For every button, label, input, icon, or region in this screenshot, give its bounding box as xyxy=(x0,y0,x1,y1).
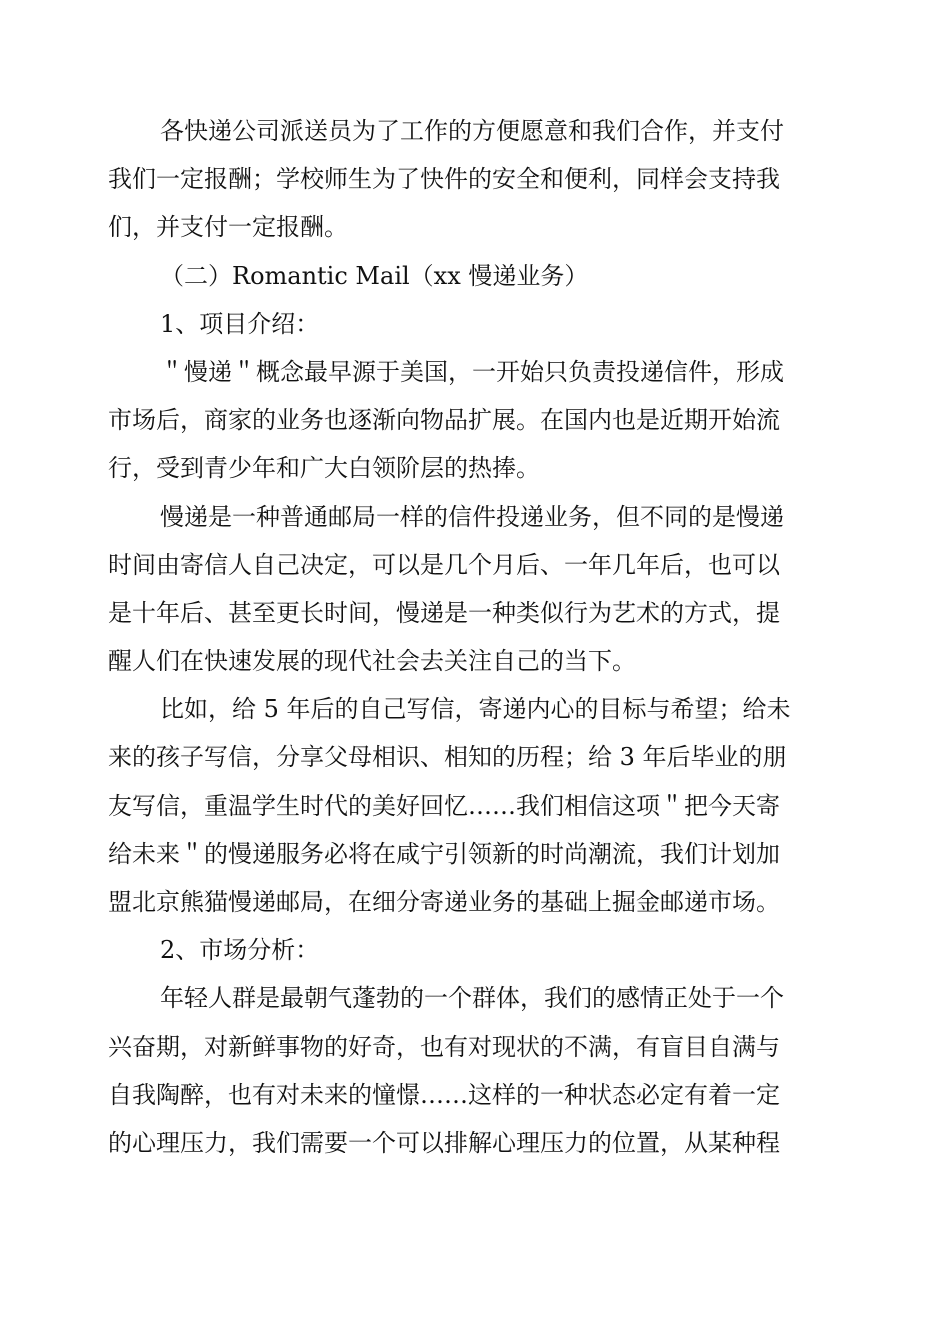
text-line: 慢递是一种普通邮局一样的信件投递业务，但不同的是慢递 xyxy=(160,502,784,531)
paragraph-p2 xyxy=(108,348,822,493)
text-line: 年轻人群是最朝气蓬勃的一个群体，我们的感情正处于一个 xyxy=(160,984,784,1013)
text-line: 醒人们在快速发展的现代社会去关注自己的当下。 xyxy=(108,647,636,676)
text-line: ＂慢递＂概念最早源于美国，一开始只负责投递信件，形成 xyxy=(160,357,784,386)
text-line: 自我陶醉，也有对未来的憧憬……这样的一种状态必定有着一定 xyxy=(108,1080,780,1109)
paragraph-h1 xyxy=(108,252,822,300)
paragraph-p3 xyxy=(108,493,822,686)
text-line: 的心理压力，我们需要一个可以排解心理压力的位置，从某种程 xyxy=(108,1128,780,1157)
text-line: 我们一定报酬；学校师生为了快件的安全和便利，同样会支持我 xyxy=(108,165,780,194)
text-line: 兴奋期，对新鲜事物的好奇，也有对现状的不满，有盲目自满与 xyxy=(108,1032,780,1061)
paragraph-p1 xyxy=(108,107,822,252)
text-line: （二）Romantic Mail（xx 慢递业务） xyxy=(160,261,589,290)
text-line: 盟北京熊猫慢递邮局，在细分寄递业务的基础上掘金邮递市场。 xyxy=(108,888,780,916)
text-line: 是十年后、甚至更长时间，慢递是一种类似行为艺术的方式，提 xyxy=(108,598,780,627)
text-line: 时间由寄信人自己决定，可以是几个月后、一年几年后，也可以 xyxy=(108,550,780,579)
text-line: 1、项目介绍： xyxy=(160,309,320,338)
paragraph-p5 xyxy=(108,974,822,1167)
text-line: 各快递公司派送员为了工作的方便愿意和我们合作，并支付 xyxy=(160,117,784,145)
text-line: 比如，给 5 年后的自己写信，寄递内心的目标与希望；给未 xyxy=(160,695,791,724)
text-line: 来的孩子写信，分享父母相识、相知的历程；给 3 年后毕业的朋 xyxy=(108,743,787,772)
text-line: 友写信，重温学生时代的美好回忆……我们相信这项＂把今天寄 xyxy=(108,791,780,820)
text-line: 们，并支付一定报酬。 xyxy=(108,213,348,242)
paragraph-h2 xyxy=(108,300,822,348)
text-line: 2、市场分析： xyxy=(160,936,320,965)
paragraph-p4 xyxy=(108,685,822,926)
document-body xyxy=(108,107,822,1167)
text-line: 给未来＂的慢递服务必将在咸宁引领新的时尚潮流，我们计划加 xyxy=(108,839,780,868)
paragraph-h3 xyxy=(108,926,822,974)
text-line: 市场后，商家的业务也逐渐向物品扩展。在国内也是近期开始流 xyxy=(108,406,780,435)
text-line: 行，受到青少年和广大白领阶层的热捧。 xyxy=(108,454,540,483)
